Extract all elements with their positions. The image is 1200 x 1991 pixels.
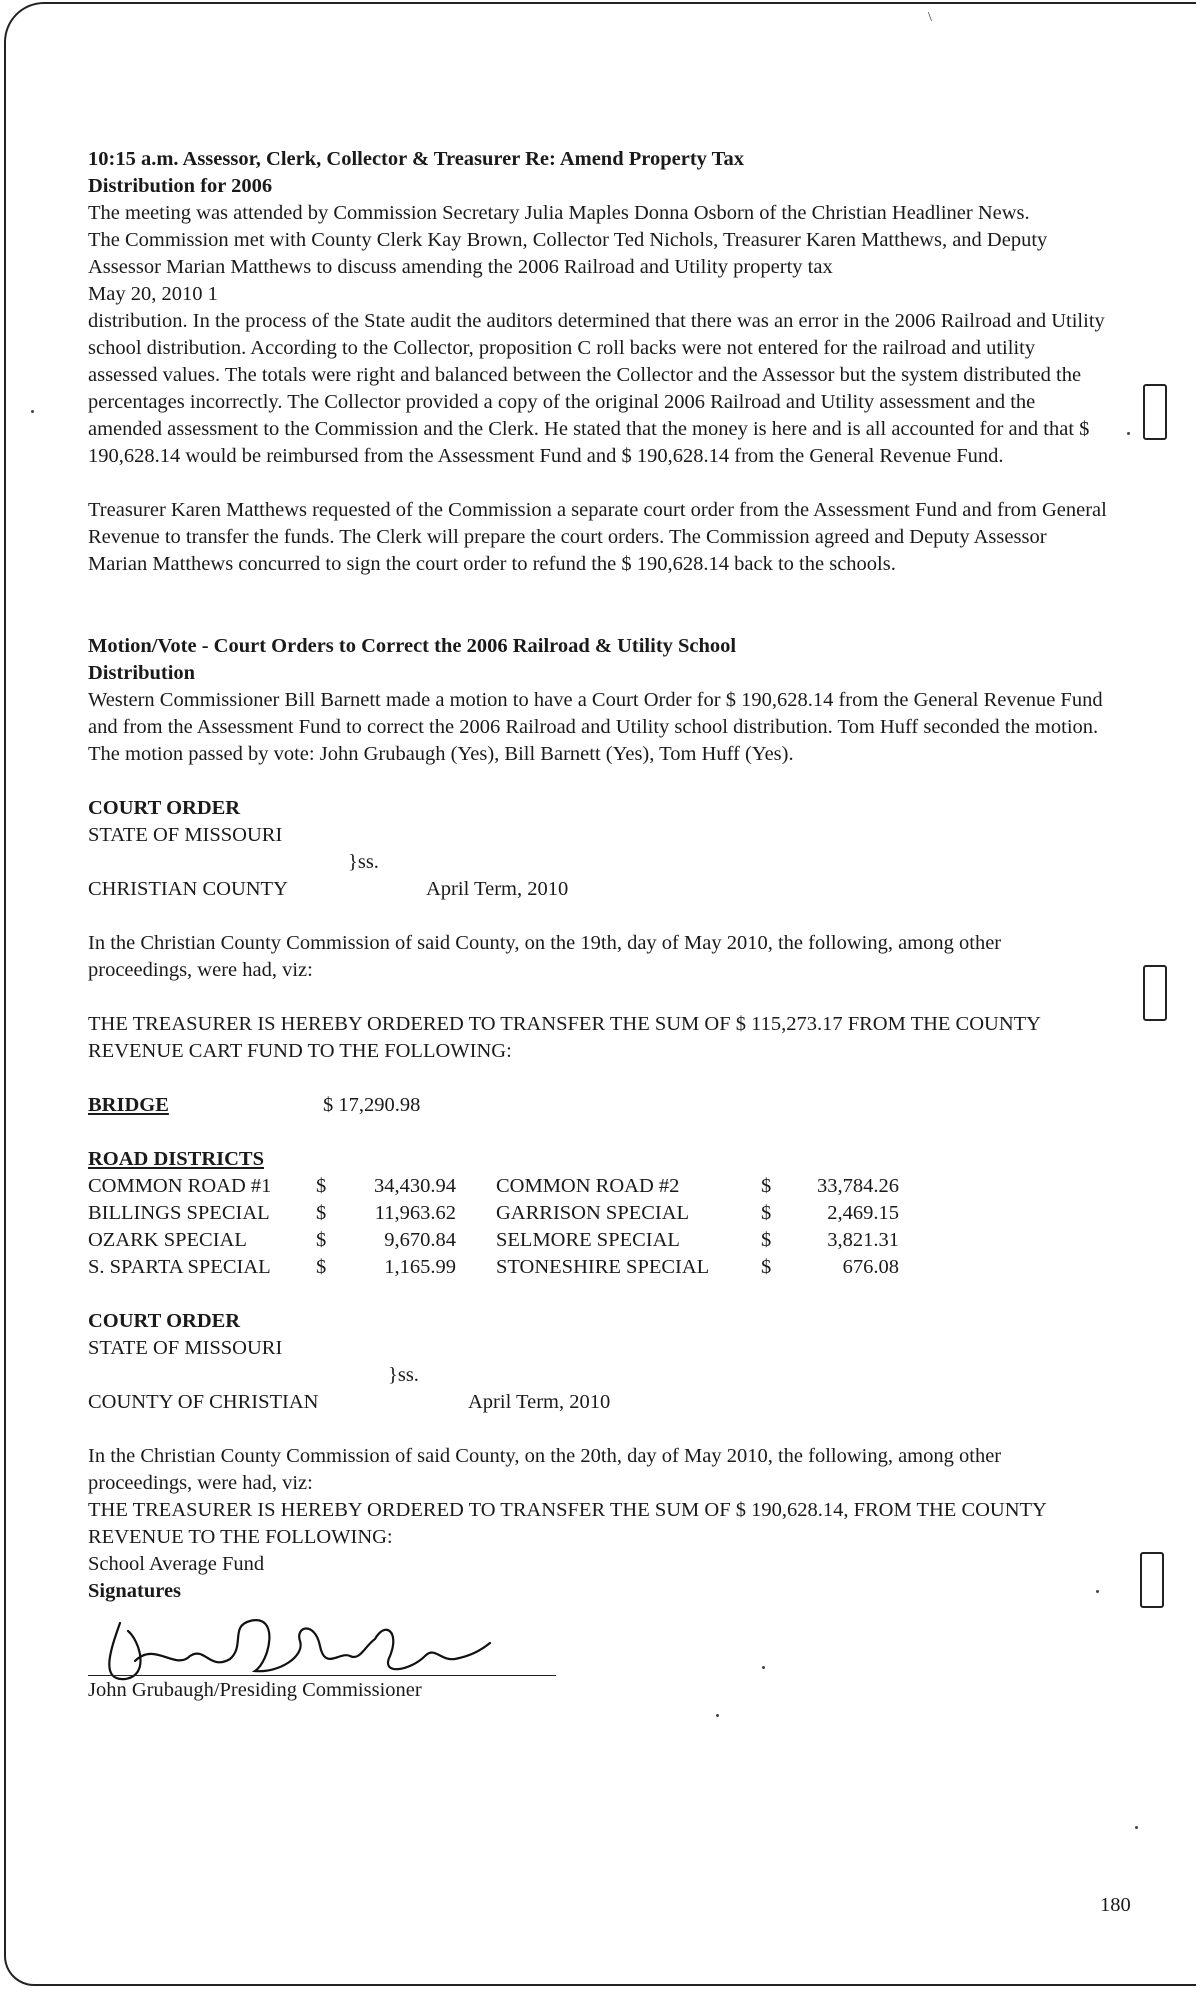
state-line: STATE OF MISSOURI bbox=[88, 824, 283, 846]
stray-mark: \ bbox=[928, 10, 932, 25]
dollar-sign: $ bbox=[761, 1175, 772, 1197]
motion-paragraph: Western Commissioner Bill Barnett made a motion to have a Court Order for $ 190,628.14 from the General Revenue Fund and from the Assessment Fund to correct the 2006 Railroad and Utility school distribution. Tom Huff seconded the motion. The motion passed by vote: John Grubaugh (Yes), Bill Barnett (Yes), Tom Huff (Yes). bbox=[88, 689, 1103, 765]
ss-mark: }ss. bbox=[388, 1364, 419, 1386]
dollar-sign: $ bbox=[761, 1202, 772, 1224]
speck bbox=[1135, 1826, 1138, 1829]
dollar-sign: $ bbox=[316, 1256, 327, 1278]
district-amount: 3,821.31 bbox=[827, 1229, 899, 1251]
district-name: COMMON ROAD #1 bbox=[88, 1175, 272, 1197]
signer-name: John Grubaugh/Presiding Commissioner bbox=[88, 1679, 422, 1701]
page-number: 180 bbox=[1100, 1894, 1131, 1916]
district-amount: 2,469.15 bbox=[827, 1202, 899, 1224]
district-name: GARRISON SPECIAL bbox=[496, 1202, 690, 1224]
margin-marker bbox=[1140, 1552, 1164, 1608]
district-name: BILLINGS SPECIAL bbox=[88, 1202, 270, 1224]
dollar-sign: $ bbox=[761, 1229, 772, 1251]
road-district-row bbox=[88, 1227, 899, 1254]
court-order-title: COURT ORDER bbox=[88, 1310, 241, 1332]
margin-marker bbox=[1143, 965, 1167, 1021]
road-district-row bbox=[88, 1200, 899, 1227]
state-line: STATE OF MISSOURI bbox=[88, 1337, 283, 1359]
county-line: CHRISTIAN COUNTY bbox=[88, 878, 288, 900]
order-text: THE TREASURER IS HEREBY ORDERED TO TRANSFER THE SUM OF $ 190,628.14, FROM THE COUNTY REVENUE TO THE FOLLOWING: bbox=[88, 1499, 1047, 1548]
district-amount: 9,670.84 bbox=[384, 1229, 456, 1251]
term-line: April Term, 2010 bbox=[468, 1391, 611, 1413]
spacer bbox=[456, 1227, 496, 1254]
district-name: COMMON ROAD #2 bbox=[496, 1175, 680, 1197]
district-amount: 11,963.62 bbox=[374, 1202, 456, 1224]
dollar-sign: $ bbox=[316, 1175, 327, 1197]
dollar-sign: $ bbox=[761, 1256, 772, 1278]
speck bbox=[1127, 432, 1130, 435]
speck bbox=[31, 410, 34, 413]
dollar-sign: $ bbox=[316, 1229, 327, 1251]
meeting-paragraph: The Commission met with County Clerk Kay Brown, Collector Ted Nichols, Treasurer Karen Matthews, and Deputy Assessor Marian Matthews to discuss amending the 2006 Railroad and Utility property tax bbox=[88, 229, 1048, 278]
road-districts-table bbox=[88, 1173, 899, 1281]
date-line: May 20, 2010 1 bbox=[88, 283, 218, 305]
treasurer-paragraph: Treasurer Karen Matthews requested of the Commission a separate court order from the Assessment Fund and from General Revenue to transfer the funds. The Clerk will prepare the court orders. The Commission agreed and Deputy Assessor Marian Matthews concurred to sign the court order to refund the $ 190,628.14 back to the schools. bbox=[88, 499, 1107, 575]
order-intro: In the Christian County Commission of said County, on the 20th, day of May 2010, the following, among other proceedings, were had, viz: bbox=[88, 1445, 1002, 1494]
county-line: COUNTY OF CHRISTIAN bbox=[88, 1391, 319, 1413]
order-text: THE TREASURER IS HEREBY ORDERED TO TRANSFER THE SUM OF $ 115,273.17 FROM THE COUNTY REVENUE CART FUND TO THE FOLLOWING: bbox=[88, 1013, 1041, 1062]
district-amount: 1,165.99 bbox=[384, 1256, 456, 1278]
district-name: S. SPARTA SPECIAL bbox=[88, 1256, 271, 1278]
attendance-paragraph: The meeting was attended by Commission Secretary Julia Maples Donna Osborn of the Christian Headliner News. bbox=[88, 202, 1030, 224]
signature-block bbox=[88, 1607, 1108, 1717]
section1-heading: 10:15 a.m. Assessor, Clerk, Collector & Treasurer Re: Amend Property Tax Distribution for 2006 bbox=[88, 148, 744, 197]
signature-line bbox=[88, 1675, 556, 1676]
margin-marker bbox=[1143, 384, 1167, 440]
ss-mark: }ss. bbox=[348, 851, 379, 873]
road-district-row bbox=[88, 1173, 899, 1200]
order-intro: In the Christian County Commission of said County, on the 19th, day of May 2010, the following, among other proceedings, were had, viz: bbox=[88, 932, 1002, 981]
road-district-row bbox=[88, 1254, 899, 1281]
signatures-label: Signatures bbox=[88, 1580, 182, 1602]
spacer bbox=[456, 1173, 496, 1200]
district-amount: 33,784.26 bbox=[817, 1175, 899, 1197]
court-order-title: COURT ORDER bbox=[88, 797, 241, 819]
spacer bbox=[456, 1254, 496, 1281]
document-body bbox=[88, 146, 1108, 1717]
section2-heading: Motion/Vote - Court Orders to Correct the 2006 Railroad & Utility School Distribution bbox=[88, 635, 737, 684]
term-line: April Term, 2010 bbox=[426, 878, 569, 900]
district-name: SELMORE SPECIAL bbox=[496, 1229, 680, 1251]
bridge-amount: $ 17,290.98 bbox=[323, 1094, 421, 1116]
district-amount: 34,430.94 bbox=[374, 1175, 456, 1197]
district-name: STONESHIRE SPECIAL bbox=[496, 1256, 710, 1278]
district-name: OZARK SPECIAL bbox=[88, 1229, 247, 1251]
district-amount: 676.08 bbox=[842, 1256, 899, 1278]
fund-line: School Average Fund bbox=[88, 1553, 265, 1575]
road-districts-title: ROAD DISTRICTS bbox=[88, 1148, 265, 1170]
audit-paragraph: distribution. In the process of the State audit the auditors determined that there was an error in the 2006 Railroad and Utility school distribution. According to the Collector, proposition C roll backs were not entered for the railroad and utility assessed values. The totals were right and balanced between the Collector and the Assessor but the system distributed the percentages incorrectly. The Collector provided a copy of the original 2006 Railroad and Utility assessment and the amended assessment to the Commission and the Clerk. He stated that the money is here and is all accounted for and that $ 190,628.14 would be reimbursed from the Assessment Fund and $ 190,628.14 from the General Revenue Fund. bbox=[88, 310, 1105, 467]
spacer bbox=[456, 1200, 496, 1227]
bridge-label: BRIDGE bbox=[88, 1094, 169, 1116]
dollar-sign: $ bbox=[316, 1202, 327, 1224]
